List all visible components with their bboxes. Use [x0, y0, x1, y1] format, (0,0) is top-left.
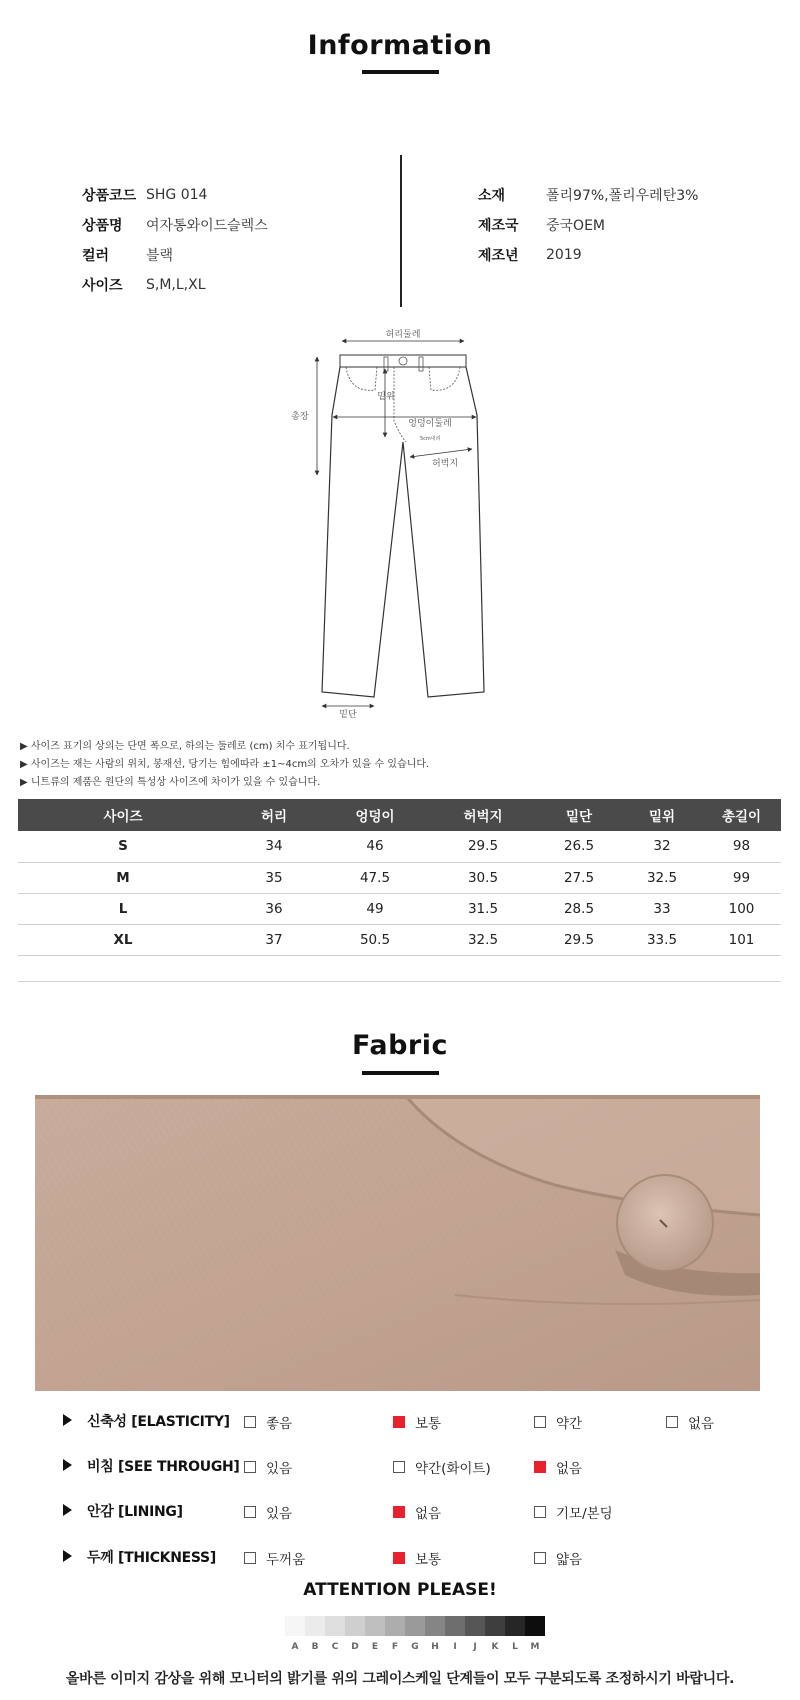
- table-row: [18, 924, 781, 955]
- info-label: 상품코드: [82, 188, 137, 204]
- grayscale-step: [345, 1616, 365, 1636]
- monitor-brightness-note: 올바른 이미지 감상을 위해 모니터의 밝기를 위의 그레이스케일 단계들이 모두 구분되도록 조정하시기 바랍니다.: [65, 1671, 735, 1687]
- grayscale-letter: J: [473, 1642, 477, 1652]
- checkbox-icon: [666, 1416, 678, 1428]
- grayscale-letter: E: [371, 1642, 379, 1652]
- checkbox-checked-icon: [393, 1506, 405, 1518]
- fabric-row-label: 비침 [SEE THROUGH]: [87, 1459, 240, 1475]
- info-row-material: [478, 180, 698, 210]
- table-cell: 28.5: [536, 893, 622, 924]
- size-note: ▶ 사이즈 표기의 상의는 단면 폭으로, 하의는 둘레로 (cm) 치수 표기됩니다.: [20, 741, 350, 752]
- triangle-bullet-icon: [63, 1550, 72, 1562]
- grayscale-letter: I: [453, 1642, 457, 1652]
- thigh-note: 5cm내려: [420, 436, 441, 442]
- grayscale-step: [385, 1616, 405, 1636]
- table-cell: L: [18, 893, 228, 924]
- checkbox-icon: [534, 1552, 546, 1564]
- fabric-option: [534, 1502, 613, 1522]
- table-cell: 29.5: [536, 924, 622, 955]
- table-cell: 36: [228, 893, 320, 924]
- grayscale-letter: A: [291, 1642, 299, 1652]
- size-table: [18, 799, 781, 956]
- fabric-row-lining: [0, 1495, 800, 1525]
- grayscale-letter: C: [331, 1642, 339, 1652]
- table-cell: 30.5: [430, 862, 536, 893]
- size-note: ▶ 니트류의 제품은 원단의 특성상 사이즈에 차이가 있을 수 있습니다.: [20, 777, 321, 788]
- fabric-top-strip: [35, 1095, 760, 1099]
- grayscale-letter: B: [311, 1642, 319, 1652]
- option-text: 좋음: [266, 1416, 293, 1432]
- option-text: 있음: [266, 1461, 293, 1477]
- grayscale-letter: D: [351, 1642, 359, 1652]
- info-value: 중국OEM: [546, 218, 605, 234]
- table-cell: 33: [622, 893, 702, 924]
- rise-label: 밑위: [377, 392, 395, 402]
- fabric-row-thickness: [0, 1541, 800, 1571]
- table-cell: 47.5: [320, 862, 430, 893]
- triangle-bullet-icon: [63, 1459, 72, 1471]
- info-right-column: [478, 180, 698, 270]
- fabric-option: [393, 1502, 441, 1522]
- table-cell: 34: [228, 831, 320, 862]
- size-table-header-row: [18, 799, 781, 831]
- checkbox-checked-icon: [393, 1416, 405, 1428]
- grayscale-step: [425, 1616, 445, 1636]
- grayscale-letter: H: [431, 1642, 439, 1652]
- table-cell: 27.5: [536, 862, 622, 893]
- attention-title: ATTENTION PLEASE!: [303, 1580, 497, 1600]
- header-waist: 허리: [228, 799, 320, 831]
- grayscale-letter: G: [411, 1642, 419, 1652]
- option-text: 약간: [556, 1416, 583, 1432]
- header-thigh: 허벅지: [430, 799, 536, 831]
- fabric-option: [666, 1412, 714, 1432]
- thigh-arrow: [410, 449, 472, 457]
- hem-label: 밑단: [339, 710, 357, 720]
- checkbox-icon: [534, 1506, 546, 1518]
- header-rise: 밑위: [622, 799, 702, 831]
- pants-left-pocket: [346, 367, 377, 390]
- waist-label: 허리둘레: [385, 330, 421, 340]
- pants-right-pocket: [429, 367, 460, 390]
- pants-belt-loop: [419, 357, 423, 371]
- fabric-row-elasticity: [0, 1405, 800, 1435]
- fabric-option: [393, 1457, 491, 1477]
- table-cell: 33.5: [622, 924, 702, 955]
- pants-belt-loop: [384, 357, 388, 371]
- grayscale-step: [485, 1616, 505, 1636]
- option-text: 보통: [415, 1416, 442, 1432]
- table-cell: 26.5: [536, 831, 622, 862]
- option-text: 얇음: [556, 1552, 583, 1568]
- grayscale-letter: M: [530, 1642, 540, 1652]
- table-cell: 32: [622, 831, 702, 862]
- grayscale-step: [305, 1616, 325, 1636]
- info-label: 제조년: [478, 248, 519, 264]
- info-value: 2019: [546, 247, 582, 263]
- fabric-option: [534, 1457, 582, 1477]
- grayscale-step: [505, 1616, 525, 1636]
- header-size: 사이즈: [18, 799, 228, 831]
- length-label: 총장: [291, 412, 309, 422]
- table-cell: 49: [320, 893, 430, 924]
- info-label: 제조국: [478, 218, 519, 234]
- table-row: [18, 862, 781, 893]
- pants-fly: [394, 367, 406, 442]
- fabric-title-underline: [362, 1071, 439, 1075]
- fabric-row-see-through: [0, 1450, 800, 1480]
- info-value: SHG 014: [146, 187, 208, 203]
- header-hem: 밑단: [536, 799, 622, 831]
- checkbox-icon: [244, 1506, 256, 1518]
- table-cell: 46: [320, 831, 430, 862]
- option-text: 약간(화이트): [415, 1461, 491, 1477]
- grayscale-step: [405, 1616, 425, 1636]
- fabric-option: [244, 1412, 292, 1432]
- fabric-row-label: 안감 [LINING]: [87, 1504, 183, 1520]
- table-cell: 32.5: [430, 924, 536, 955]
- table-cell: 100: [702, 893, 781, 924]
- pants-button: [399, 357, 407, 365]
- fabric-row-label: 두께 [THICKNESS]: [87, 1550, 216, 1566]
- table-cell: 50.5: [320, 924, 430, 955]
- table-bottom-divider: [18, 981, 781, 982]
- table-cell: S: [18, 831, 228, 862]
- fabric-closeup-photo: [35, 1095, 760, 1391]
- grayscale-letter: F: [391, 1642, 399, 1652]
- info-row-year: [478, 240, 698, 270]
- option-text: 없음: [415, 1506, 442, 1522]
- checkbox-icon: [534, 1416, 546, 1428]
- table-row: [18, 893, 781, 924]
- grayscale-letter: K: [491, 1642, 499, 1652]
- table-cell: 99: [702, 862, 781, 893]
- fabric-option: [534, 1412, 582, 1432]
- checkbox-icon: [244, 1461, 256, 1473]
- option-text: 없음: [556, 1461, 583, 1477]
- checkbox-icon: [244, 1416, 256, 1428]
- option-text: 없음: [688, 1416, 715, 1432]
- info-row-size: [82, 270, 268, 300]
- fabric-option: [393, 1548, 441, 1568]
- checkbox-checked-icon: [534, 1461, 546, 1473]
- info-label: 소재: [478, 188, 506, 204]
- fabric-option: [244, 1502, 292, 1522]
- info-value: 블랙: [146, 248, 174, 264]
- fabric-title: Fabric: [352, 1030, 448, 1061]
- information-title-underline: [362, 70, 439, 74]
- table-cell: 32.5: [622, 862, 702, 893]
- grayscale-bar: [285, 1616, 545, 1636]
- size-note: ▶ 사이즈는 재는 사람의 위치, 봉재선, 당기는 힘에따라 ±1~4cm의 오차가 있을 수 있습니다.: [20, 759, 430, 770]
- info-value: 여자통와이드슬렉스: [146, 218, 268, 234]
- info-row-country: [478, 210, 698, 240]
- grayscale-step: [445, 1616, 465, 1636]
- table-cell: 101: [702, 924, 781, 955]
- table-cell: 98: [702, 831, 781, 862]
- table-cell: 35: [228, 862, 320, 893]
- grayscale-step: [525, 1616, 545, 1636]
- fabric-option: [534, 1548, 582, 1568]
- thigh-label: 허벅지: [431, 459, 459, 469]
- checkbox-icon: [393, 1461, 405, 1473]
- table-row: [18, 831, 781, 862]
- header-length: 총길이: [702, 799, 781, 831]
- checkbox-icon: [244, 1552, 256, 1564]
- info-label: 상품명: [82, 218, 123, 234]
- option-text: 기모/본딩: [556, 1506, 613, 1522]
- info-row-code: [82, 180, 268, 210]
- fabric-option: [244, 1548, 305, 1568]
- grayscale-step: [285, 1616, 305, 1636]
- option-text: 있음: [266, 1506, 293, 1522]
- information-title: Information: [307, 30, 493, 61]
- info-label: 사이즈: [82, 278, 123, 294]
- grayscale-letter: L: [512, 1642, 518, 1652]
- triangle-bullet-icon: [63, 1414, 72, 1426]
- table-cell: 31.5: [430, 893, 536, 924]
- info-row-color: [82, 240, 268, 270]
- hip-label: 엉덩이둘레: [408, 419, 452, 429]
- table-cell: 37: [228, 924, 320, 955]
- pants-measurement-diagram: [270, 325, 530, 725]
- info-value: S,M,L,XL: [146, 277, 206, 293]
- fabric-row-label: 신축성 [ELASTICITY]: [87, 1414, 230, 1430]
- triangle-bullet-icon: [63, 1504, 72, 1516]
- checkbox-checked-icon: [393, 1552, 405, 1564]
- header-hip: 엉덩이: [320, 799, 430, 831]
- option-text: 두꺼움: [266, 1552, 306, 1568]
- info-left-column: [82, 180, 268, 300]
- info-value: 폴리97%,폴리우레탄3%: [546, 188, 699, 204]
- size-notes: [20, 738, 429, 792]
- grayscale-step: [465, 1616, 485, 1636]
- info-label: 컬러: [82, 248, 110, 264]
- info-divider: [400, 155, 402, 307]
- grayscale-letters: [285, 1642, 545, 1652]
- grayscale-step: [365, 1616, 385, 1636]
- table-cell: M: [18, 862, 228, 893]
- table-cell: 29.5: [430, 831, 536, 862]
- grayscale-step: [325, 1616, 345, 1636]
- fabric-option: [244, 1457, 292, 1477]
- info-row-name: [82, 210, 268, 240]
- table-cell: XL: [18, 924, 228, 955]
- pants-outline: [322, 367, 484, 697]
- option-text: 보통: [415, 1552, 442, 1568]
- fabric-option: [393, 1412, 441, 1432]
